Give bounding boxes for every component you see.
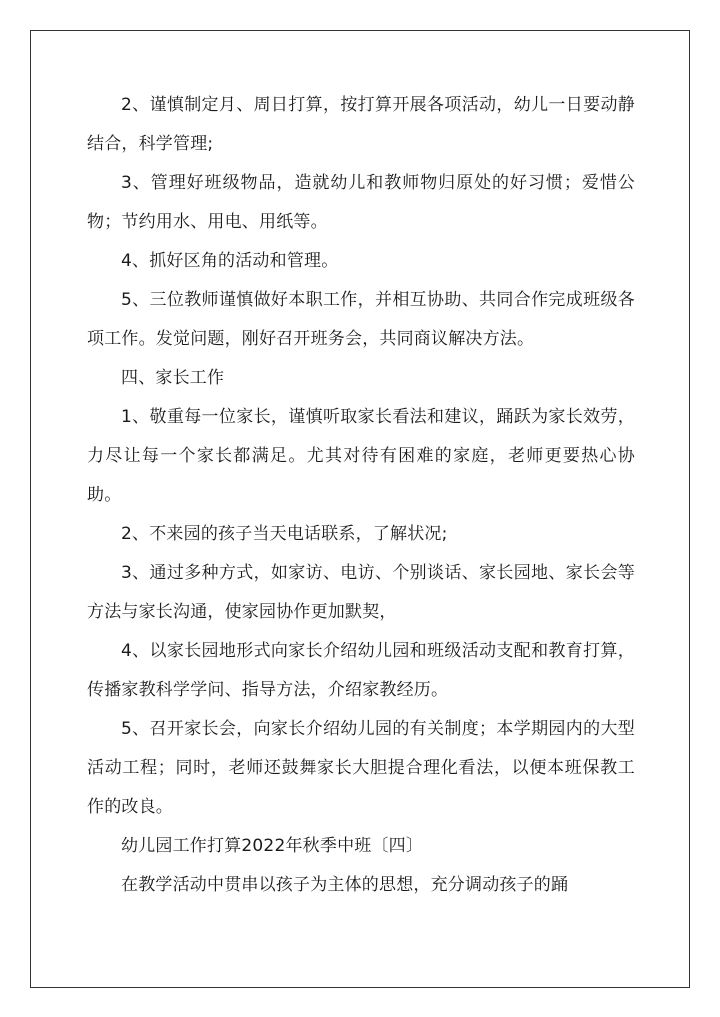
paragraph-parent-garden: 4、以家长园地形式向家长介绍幼儿园和班级活动支配和教育打算，传播家教科学学问、指导方法，介绍家教经历。 bbox=[87, 641, 635, 700]
paragraph-respect-parents: 1、敬重每一位家长，谨慎听取家长看法和建议，踊跃为家长效劳，力尽让每一个家长都满足。尤其对待有困难的家庭，老师更要热心协助。 bbox=[87, 407, 635, 505]
section-title-plan-four: 幼儿园工作打算2022年秋季中班〔四〕 bbox=[121, 836, 424, 856]
paragraph-class-items: 3、管理好班级物品，造就幼儿和教师物归原处的好习惯；爱惜公物；节约用水、用电、用纸等。 bbox=[87, 173, 635, 232]
paragraph-teaching-activities: 在教学活动中贯串以孩子为主体的思想，充分调动孩子的踊 bbox=[121, 875, 569, 895]
paragraph-corner-activities: 4、抓好区角的活动和管理。 bbox=[121, 251, 339, 271]
section-heading-parent-work: 四、家长工作 bbox=[121, 368, 225, 388]
paragraph-teacher-cooperation: 5、三位教师谨慎做好本职工作，并相互协助、共同合作完成班级各项工作。发觉问题，刚好召开班务会，共同商议解决方法。 bbox=[87, 290, 635, 349]
paragraph-parent-meeting: 5、召开家长会，向家长介绍幼儿园的有关制度；本学期园内的大型活动工程；同时，老师还鼓舞家长大胆提合理化看法，以便本班保教工作的改良。 bbox=[87, 719, 635, 817]
paragraph-absent-children: 2、不来园的孩子当天电话联系，了解状况; bbox=[121, 524, 448, 544]
paragraph-communication-methods: 3、通过多种方式，如家访、电访、个别谈话、家长园地、家长会等方法与家长沟通，使家园协作更加默契， bbox=[87, 563, 635, 622]
document-body bbox=[87, 86, 635, 905]
paragraph-plan-management: 2、谨慎制定月、周日打算，按打算开展各项活动，幼儿一日要动静结合，科学管理; bbox=[87, 95, 635, 154]
